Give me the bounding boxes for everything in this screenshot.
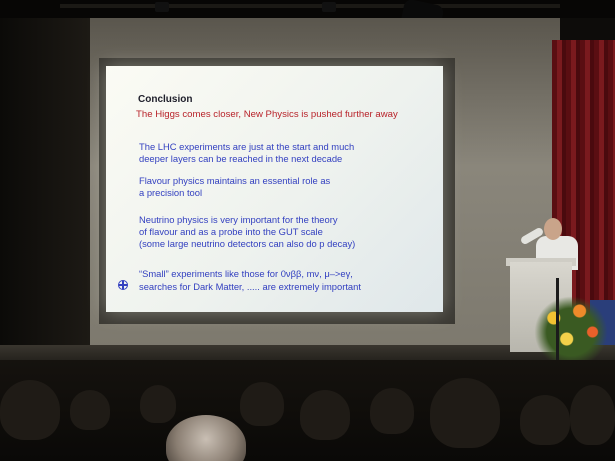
audience-head bbox=[570, 385, 615, 445]
slide-line: searches for Dark Matter, ..... are extremely important bbox=[139, 281, 361, 292]
lighting-truss bbox=[60, 4, 560, 8]
slide-line: a precision tool bbox=[139, 187, 203, 198]
slide-line: Neutrino physics is very important for the theory bbox=[139, 214, 338, 225]
audience-head bbox=[520, 395, 570, 445]
slide-line: The LHC experiments are just at the start and much bbox=[139, 141, 355, 152]
flower-arrangement bbox=[528, 290, 614, 360]
projected-slide bbox=[106, 66, 443, 312]
audience bbox=[0, 360, 615, 461]
audience-head bbox=[370, 388, 414, 434]
slide-line: Flavour physics maintains an essential role as bbox=[139, 175, 331, 186]
crossed-circle-icon bbox=[118, 280, 128, 290]
audience-head bbox=[300, 390, 350, 440]
ceiling-lamp bbox=[322, 2, 336, 12]
camera-tripod bbox=[556, 278, 559, 362]
audience-head bbox=[430, 378, 500, 448]
slide-line: deeper layers can be reached in the next decade bbox=[139, 153, 343, 164]
slide-line: of flavour and as a probe into the GUT scale bbox=[139, 226, 323, 237]
audience-head bbox=[0, 380, 60, 440]
slide-line: “Small” experiments like those for 0νββ, mν, μ–>eγ, bbox=[139, 268, 353, 279]
ceiling bbox=[0, 0, 615, 18]
ceiling-lamp bbox=[155, 2, 169, 12]
audience-head bbox=[70, 390, 110, 430]
audience-head bbox=[140, 385, 176, 423]
slide-title: Conclusion bbox=[138, 94, 193, 105]
left-wall bbox=[0, 18, 90, 348]
audience-head bbox=[240, 382, 284, 426]
slide-subtitle: The Higgs comes closer, New Physics is pushed further away bbox=[136, 109, 398, 120]
speaker-head bbox=[544, 218, 562, 240]
audience-head bbox=[166, 415, 246, 461]
slide-line: (some large neutrino detectors can also do p decay) bbox=[139, 238, 356, 249]
